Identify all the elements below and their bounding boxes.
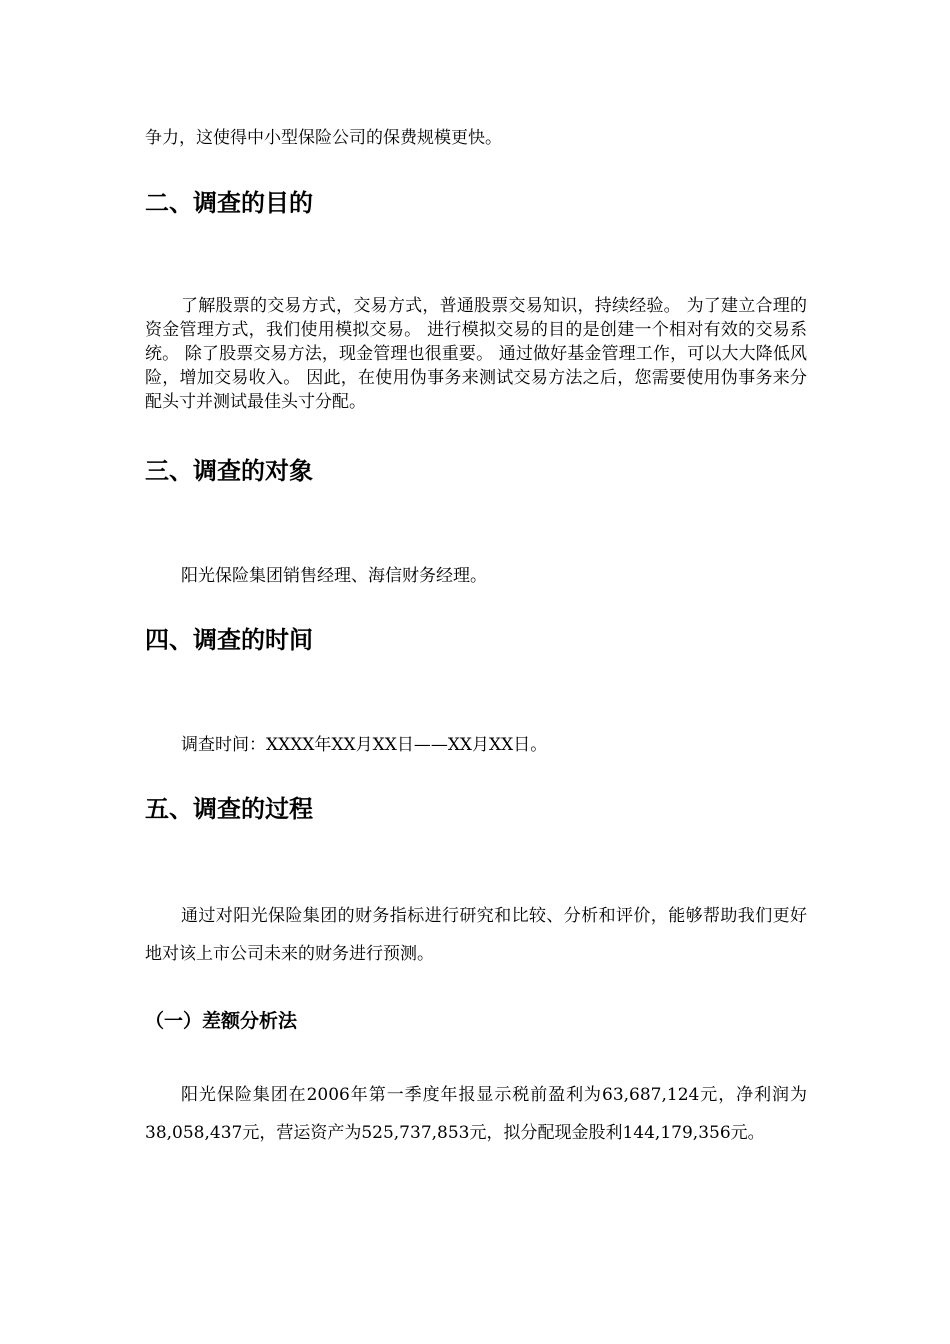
section-4-body: 调查时间：XXXX年XX月XX日——XX月XX日。 [181,735,548,755]
section-5-heading: 五、调查的过程 [145,795,313,823]
section-2-heading: 二、调查的目的 [145,189,313,217]
section-2-body: 了解股票的交易方式，交易方式，普通股票交易知识，持续经验。 为了建立合理的资金管理方式，我们使用模拟交易。 进行模拟交易的目的是创建一个相对有效的交易系统。 除了股票交易方法，现金管理也很重要。 通过做好基金管理工作，可以大大降低风险，增加交易收入。 因此，在使用伪事务来测试交易方法之后，您需要使用伪事务来分配头寸并测试最佳头寸分配。 [145,296,807,412]
section-3-body: 阳光保险集团销售经理、海信财务经理。 [181,566,487,586]
subsection-1-heading: （一）差额分析法 [145,1010,298,1032]
section-4-heading: 四、调查的时间 [145,626,313,654]
intro-tail-paragraph: 争力，这使得中小型保险公司的保费规模更快。 [145,128,502,148]
section-5-body: 通过对阳光保险集团的财务指标进行研究和比较、分析和评价，能够帮助我们更好地对该上市公司未来的财务进行预测。 [145,906,807,964]
subsection-1-body: 阳光保险集团在2006年第一季度年报显示税前盈利为63,687,124元，净利润为38,058,437元，营运资产为525,737,853元，拟分配现金股利144,179,356元。 [145,1085,807,1143]
section-3-heading: 三、调查的对象 [145,457,313,485]
